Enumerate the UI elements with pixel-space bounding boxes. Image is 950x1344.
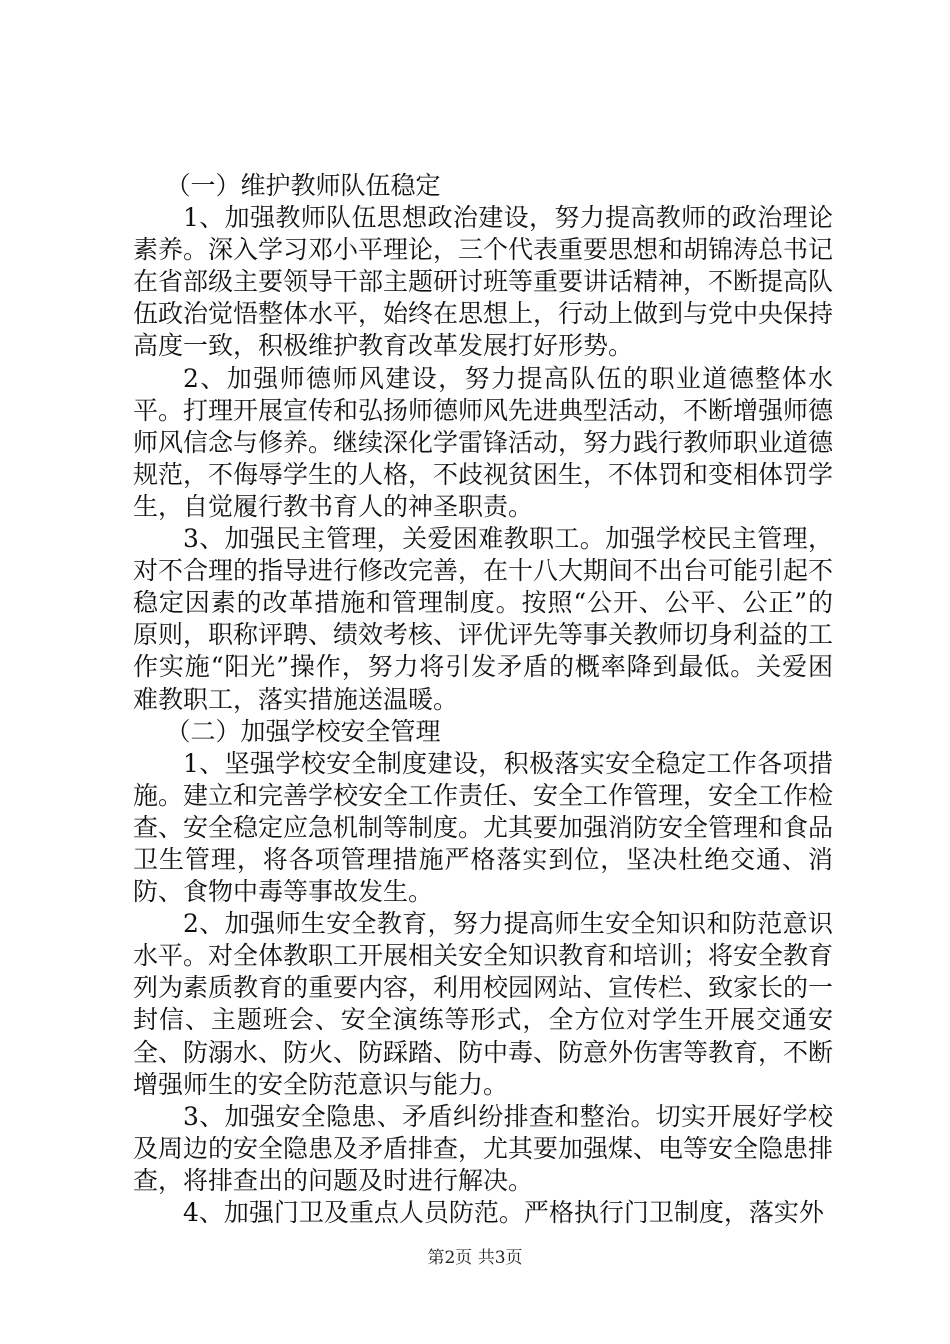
paragraph: 1、坚强学校安全制度建设，积极落实安全稳定工作各项措施。建立和完善学校安全工作责任、安全工作管理，安全工作检查、安全稳定应急机制等制度。尤其要加强消防安全管理和食品卫生管理，将各项管理措施严格落实到位，坚决杜绝交通、消防、食物中毒等事故发生。 [133,748,834,907]
document-body [133,170,833,1229]
page-footer: 第2页 共3页 [427,1248,523,1268]
section-heading-2: （二）加强学校安全管理 [165,716,441,746]
paragraph: 1、加强教师队伍思想政治建设，努力提高教师的政治理论素养。深入学习邓小平理论，三个代表重要思想和胡锦涛总书记在省部级主要领导干部主题研讨班等重要讲话精神，不断提高队伍政治觉悟整体水平，始终在思想上，行动上做到与党中央保持高度一致，积极维护教育改革发展打好形势。 [133,203,834,361]
paragraph: 4、加强门卫及重点人员防范。严格执行门卫制度，落实外 [183,1198,824,1227]
paragraph: 3、加强安全隐患、矛盾纠纷排查和整治。切实开展好学校及周边的安全隐患及矛盾排查，尤其要加强煤、电等安全隐患排查，将排查出的问题及时进行解决。 [133,1101,834,1195]
paragraph: 2、加强师德师风建设，努力提高队伍的职业道德整体水平。打理开展宣传和弘扬师德师风先进典型活动，不断增强师德师风信念与修养。继续深化学雷锋活动，努力践行教师职业道德规范，不侮辱学生的人格，不歧视贫困生，不体罚和变相体罚学生，自觉履行教书育人的神圣职责。 [133,363,834,521]
section-heading-1: （一）维护教师队伍稳定 [165,171,441,200]
paragraph: 2、加强师生安全教育，努力提高师生安全知识和防范意识水平。对全体教职工开展相关安全知识教育和培训；将安全教育列为素质教育的重要内容，利用校园网站、宣传栏、致家长的一封信、主题班会、安全演练等形式，全方位对学生开展交通安全、防溺水、防火、防踩踏、防中毒、防意外伤害等教育，不断增强师生的安全防范意识与能力。 [133,909,834,1099]
paragraph: 3、加强民主管理，关爱困难教职工。加强学校民主管理，对不合理的指导进行修改完善，在十八大期间不出台可能引起不稳定因素的改革措施和管理制度。按照“公开、公平、公正”的原则，职称评聘、绩效考核、评优评先等事关教师切身利益的工作实施“阳光”操作，努力将引发矛盾的概率降到最低。关爱困难教职工，落实措施送温暖。 [133,524,834,714]
